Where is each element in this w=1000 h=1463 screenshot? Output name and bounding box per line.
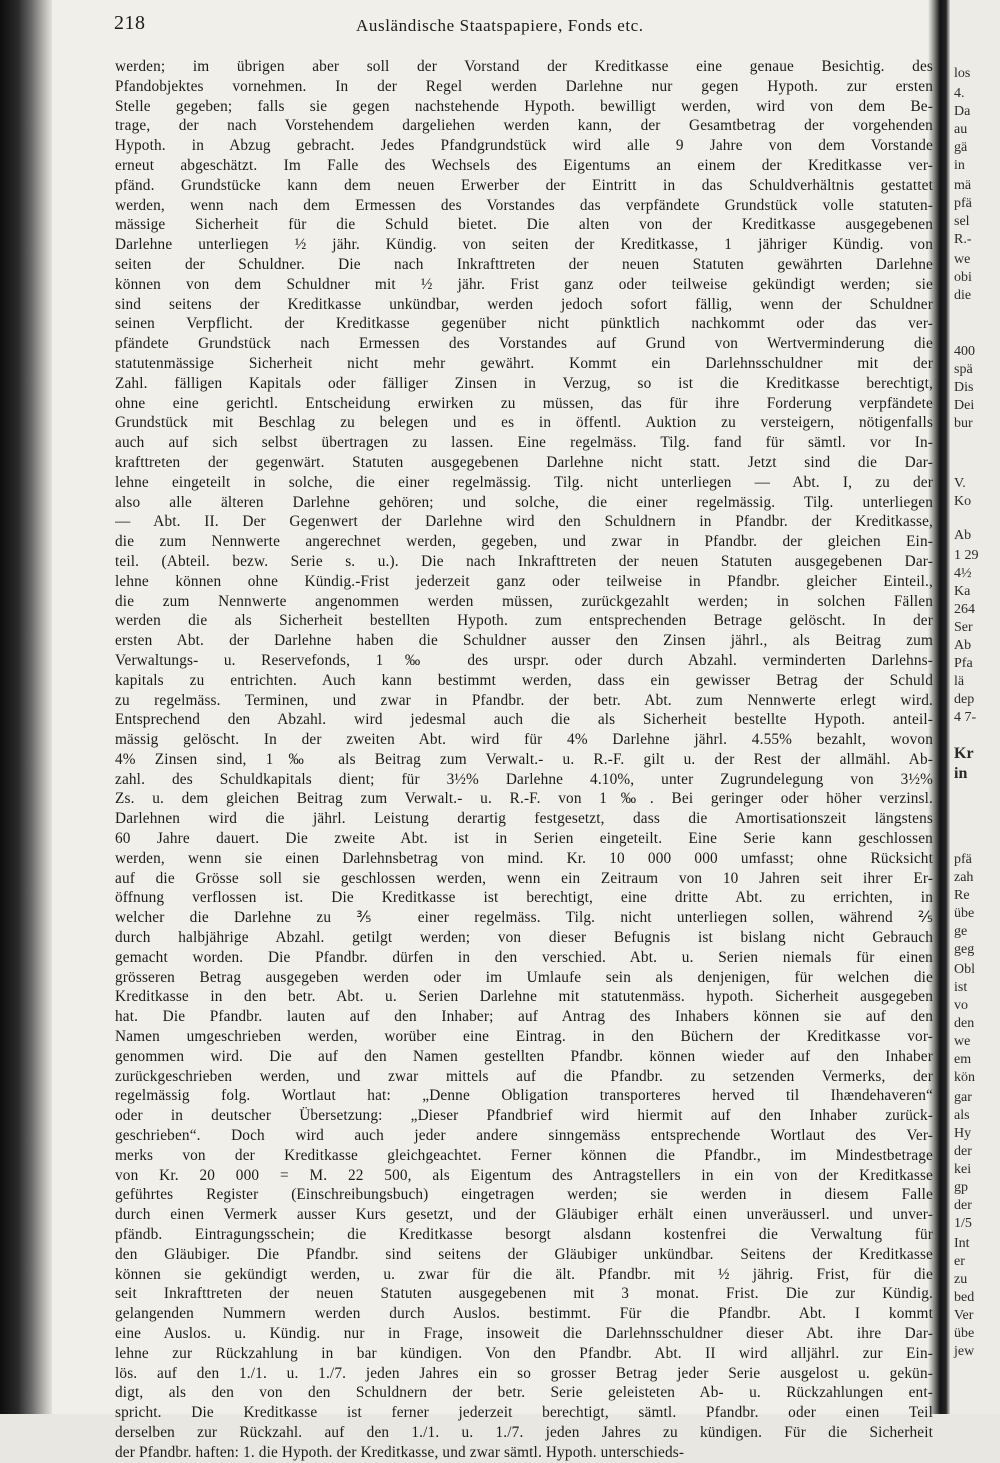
body-text bbox=[115, 57, 933, 1463]
text-line: Pfandobjektes vornehmen. In der Regel werden Darlehne nur gegen Hypoth. zur ersten bbox=[115, 77, 933, 95]
adjacent-page-fragment: Dei bbox=[954, 398, 975, 413]
adjacent-page-fragment: Ab bbox=[954, 528, 972, 543]
text-line: Namen umgeschrieben werden, worüber eine Eintrag. in den Büchern der Kreditkasse vor- bbox=[115, 1028, 933, 1046]
text-line: werden, wenn nach dem Ermessen des Vorstandes das verpfändete Grundstück volle statuten- bbox=[115, 196, 933, 214]
adjacent-page-fragment: Obl bbox=[954, 962, 975, 977]
text-line: den Gläubiger. Die Pfandbr. sind seitens der Gläubiger unkündbar. Seitens der Kreditkasse bbox=[115, 1245, 933, 1263]
adjacent-page-fragment: übe bbox=[954, 1326, 975, 1341]
adjacent-page-fragment: vo bbox=[954, 998, 968, 1013]
text-line: merks von der Kreditkasse gleichgeachtet. Ferner können die Pfandbr., im Mindestbetrage bbox=[115, 1146, 933, 1164]
text-line: Zs. u. dem gleichen Beitrag zum Verwalt.- u. R.-F. von 1‰. Bei geringer oder höher verzinsl. bbox=[115, 790, 933, 808]
text-line: ersten Abt. der Darlehne haben die Schuldner ausser den Zinsen jährl., als Beitrag zum bbox=[115, 632, 933, 650]
text-line: zurückgeschrieben werden, und zwar mittels auf die Pfandbr. zu setzenden Vermerks, der bbox=[115, 1067, 933, 1085]
adjacent-page-edge bbox=[950, 0, 1000, 1414]
adjacent-page-fragment: bed bbox=[954, 1290, 975, 1305]
adjacent-page-fragment: kei bbox=[954, 1162, 972, 1177]
adjacent-page-fragment: Ka bbox=[954, 584, 971, 599]
adjacent-page-fragment: ge bbox=[954, 924, 968, 939]
text-line: Zahl. fälligen Kapitals oder fälliger Zinsen in Verzug, so ist die Kreditkasse berechtigt, bbox=[115, 374, 933, 392]
text-line: pfändete Grundstück nach Ermessen des Vorstandes auf Grund von Wertverminderung die bbox=[115, 335, 933, 353]
text-line: grösseren Betrag ausgegeben werden oder im Umlaufe sein als denjenigen, für welchen die bbox=[115, 968, 933, 986]
text-line: sind seitens der Kreditkasse unkündbar, werden jedoch sofort fällig, wenn der Schuldner bbox=[115, 295, 933, 313]
text-line: können von dem Schuldner mit ½ jähr. Frist ganz oder teilweise gekündigt werden; sie bbox=[115, 275, 933, 293]
adjacent-page-fragment: sel bbox=[954, 214, 970, 229]
adjacent-page-fragment: gar bbox=[954, 1090, 972, 1105]
running-title: Ausländische Staatspapiere, Fonds etc. bbox=[356, 16, 644, 35]
adjacent-page-fragment: mä bbox=[954, 178, 972, 193]
text-line: seit Inkrafttreten der neuen Statuten ausgegebenen mit 3 monat. Frist. Die zur Kündig. bbox=[115, 1285, 933, 1303]
text-line: durch einen Vermerk ausser Kurs gesetzt, und der Gläubiger erhält einen unveräusserl. und unver- bbox=[115, 1206, 933, 1224]
adjacent-page-fragment: Re bbox=[954, 888, 970, 903]
text-line: teil. (Abteil. bezw. Serie s. u.). Die nach Inkrafttreten der neuen Statuten ausgegebenen Dar- bbox=[115, 552, 933, 570]
text-line: Verwaltungs- u. Reservefonds, 1‰ des urspr. oder durch Abzahl. verminderten Darlehns- bbox=[115, 651, 933, 669]
text-line: seinen Verpflicht. der Kreditkasse gegenüber nicht pünktlich nachkommt oder das ver- bbox=[115, 315, 933, 333]
adjacent-page-fragment: zu bbox=[954, 1272, 968, 1287]
adjacent-page-fragment: er bbox=[954, 1254, 965, 1269]
adjacent-page-fragment: kön bbox=[954, 1070, 975, 1085]
text-line: erneut abgeschätzt. Im Falle des Wechsels des Eigentums an einem der Kreditkasse ver- bbox=[115, 156, 933, 174]
text-line: lehne eingeteilt in solche, die einer regelmässig. Tilg. nicht unterliegen — Abt. I, zu der bbox=[115, 473, 933, 491]
text-line: kapitals zu entrichten. Auch kann bestimmt werden, dass ein gewisser Betrag der Schuld bbox=[115, 671, 933, 689]
adjacent-page-fragment: 4½ bbox=[954, 566, 972, 581]
text-line: regelmässig folg. Wortlaut hat: „Denne Obligation transporteres herved til Ihændehaveren“ bbox=[115, 1087, 933, 1105]
adjacent-page-fragment: Ver bbox=[954, 1308, 974, 1323]
text-line: oder in deutscher Übersetzung: „Dieser Pfandbrief wird hiermit auf den Inhaber zurück- bbox=[115, 1107, 933, 1125]
text-line: hat. Die Pfandbr. lauten auf den Inhaber; auf Antrag des Inhabers können sie auf den bbox=[115, 1008, 933, 1026]
text-line: derselben zur Rückzahl. auf den 1./1. u. 1./7. jeden Jahres zu kündigen. Für die Sicherheit bbox=[115, 1423, 933, 1441]
text-line: 60 Jahre dauert. Die zweite Abt. ist in Serien eingeteilt. Eine Serie kann geschlossen bbox=[115, 830, 933, 848]
adjacent-page-fragment: spä bbox=[954, 362, 973, 377]
adjacent-page-fragment: ist bbox=[954, 980, 968, 995]
adjacent-page-fragment: jew bbox=[954, 1344, 975, 1359]
text-line: Kreditkasse in den betr. Abt. u. Serien Darlehne mit statutenmäss. hypoth. Sicherheit ausgegeben bbox=[115, 988, 933, 1006]
text-line: Stelle gegeben; falls sie gegen nachstehende Hypoth. bewilligt werden, wird von dem Be- bbox=[115, 97, 933, 115]
adjacent-page-fragment: als bbox=[954, 1108, 970, 1123]
text-line: öffnung verflossen ist. Die Kreditkasse ist berechtigt, eine dritte Abt. zu errichten, in bbox=[115, 889, 933, 907]
text-line: ohne eine gerichtl. Entscheidung erwirken zu müssen, das für ihre Forderung verpfändete bbox=[115, 394, 933, 412]
text-line: die zum Nennwerte angerechnet werden, gegeben, und zwar in Pfandbr. der gleichen Ein- bbox=[115, 533, 933, 551]
text-line: zu regelmäss. Terminen, und zwar in Pfandbr. der betr. Abt. zum Nennwerte erlegt wird. bbox=[115, 691, 933, 709]
adjacent-page-fragment: em bbox=[954, 1052, 972, 1067]
adjacent-page-fragment: Da bbox=[954, 104, 971, 119]
adjacent-page-fragment: 1 29 bbox=[954, 548, 979, 563]
text-line: gelangenden Nummern werden durch Auslos. bestimmt. Für die Pfandbr. Abt. I kommt bbox=[115, 1305, 933, 1323]
text-line: durch halbjährige Abzahl. getilgt werden; von dieser Befugnis ist bislang nicht Gebrauch bbox=[115, 929, 933, 947]
text-line: eine Auslos. u. Kündig. nur in Frage, insoweit die Darlehnsschuldner dieser Abt. ihre Dar- bbox=[115, 1325, 933, 1342]
text-line: von Kr. 20 000 = M. 22 500, als Eigentum des Antragstellers in ein von der Kreditkasse bbox=[115, 1166, 933, 1184]
text-line: — Abt. II. Der Gegenwert der Darlehne wird den Schuldnern in Pfandbr. der Kreditkasse, bbox=[115, 513, 933, 531]
text-line: trage, der nach Vorstehendem dargeliehen werden kann, der Gesamtbetrag der vorgehenden bbox=[115, 117, 933, 135]
text-line: werden, wenn sie einen Darlehnsbetrag von mind. Kr. 10 000 000 umfasst; ohne Rücksicht bbox=[115, 849, 933, 867]
text-line: Grundstück mit Beschlag zu belegen und es in öffentl. Auktion zu versteigern, nötigenfalls bbox=[115, 414, 933, 432]
adjacent-page-fragment: Int bbox=[954, 1236, 970, 1251]
adjacent-page-fragment: Ko bbox=[954, 494, 972, 509]
adjacent-page-fragment: den bbox=[954, 1016, 975, 1031]
adjacent-page-fragment: V. bbox=[954, 476, 966, 491]
adjacent-page-fragment: lä bbox=[954, 674, 965, 689]
text-line: also alle älteren Darlehne gehören; und solche, die einer regelmässig. Tilg. unterliegen bbox=[115, 493, 933, 511]
page-number: 218 bbox=[114, 12, 146, 34]
text-line: Darlehnen wird die jährl. Leistung derartig festgesetzt, dass die Amortisationszeit längstens bbox=[115, 810, 933, 828]
text-line: pfänd. Grundstücke kann dem neuen Erwerber der Eintritt in das Schuldverhältnis gestattet bbox=[115, 176, 933, 194]
adjacent-page-fragment: in bbox=[954, 765, 968, 782]
adjacent-page-fragment: los bbox=[954, 66, 971, 81]
text-line: zahl. des Schuldkapitals dient; für 3½% Darlehne 4.10%, unter Zugrundelegung von 3½% bbox=[115, 770, 933, 788]
adjacent-page-fragment: pfä bbox=[954, 852, 972, 867]
adjacent-page-fragment: 1/5 bbox=[954, 1216, 972, 1231]
adjacent-page-fragment: pfä bbox=[954, 196, 972, 211]
text-line: auch auf sich selbst übertragen zu lassen. Eine regelmäss. Tilg. fand für sämtl. vor In- bbox=[115, 434, 933, 452]
text-line: digt, als den von den Schuldnern der betr. Serie geleisteten Ab- u. Rückzahlungen ent- bbox=[115, 1384, 933, 1402]
text-line: Darlehne unterliegen ½ jähr. Kündig. von seiten der Kreditkasse, 1 jähriger Kündig. von bbox=[115, 236, 933, 254]
adjacent-page-fragment: zah bbox=[954, 870, 974, 885]
adjacent-page-fragment: R.- bbox=[954, 232, 972, 247]
adjacent-page-fragment: Kr bbox=[954, 745, 974, 762]
adjacent-page-fragment: 4. bbox=[954, 86, 965, 101]
text-line: Hypoth. in Abzug gebracht. Jedes Pfandgrundstück wird alle 9 Jahre von dem Vorstande bbox=[115, 137, 933, 155]
adjacent-page-fragment: we bbox=[954, 252, 971, 267]
text-line: der Pfandbr. haften: 1. die Hypoth. der Kreditkasse, und zwar sämtl. Hypoth. unterschieds- bbox=[115, 1443, 685, 1461]
adjacent-page-fragment: we bbox=[954, 1034, 971, 1049]
text-line: Entsprechend den Abzahl. wird jedesmal auch die als Sicherheit bestellte Hypoth. anteil- bbox=[115, 711, 933, 729]
text-line: die zum Nennwerte angenommen werden müssen, zurückgezahlt werden; in solchen Fällen bbox=[115, 592, 933, 610]
adjacent-page-fragment: Ser bbox=[954, 620, 973, 635]
text-line: lös. auf den 1./1. u. 1./7. jeden Jahres ein so grosser Betrag jeder Serie ausgelost u. gekün- bbox=[115, 1364, 933, 1382]
text-line: genommen wird. Die auf den Namen gestellten Pfandbr. können wieder auf den Inhaber bbox=[115, 1047, 933, 1065]
adjacent-page-fragment: geg bbox=[954, 942, 975, 957]
adjacent-page-fragment: gä bbox=[954, 140, 968, 155]
adjacent-page-fragment: übe bbox=[954, 906, 975, 921]
text-line: geführtes Register (Einschreibungsbuch) eingetragen werden; sie werden in diesem Falle bbox=[115, 1186, 933, 1204]
text-line: pfändb. Eintragungsschein; die Kreditkasse besorgt alsdann kostenfrei die Verwaltung für bbox=[115, 1226, 933, 1244]
adjacent-page-fragment: der bbox=[954, 1198, 972, 1213]
text-line: seiten der Schuldner. Die nach Inkrafttreten der neuen Statuten gewährten Darlehne bbox=[115, 255, 933, 273]
adjacent-page-fragment: au bbox=[954, 122, 968, 137]
adjacent-page-fragment: Pfa bbox=[954, 656, 973, 671]
adjacent-page-fragment: der bbox=[954, 1144, 972, 1159]
text-line: geschrieben“. Doch wird auch jeder andere sinngemäss entsprechende Wortlaut des Ver- bbox=[115, 1127, 933, 1145]
text-line: werden die als Sicherheit bestellten Hypoth. zum entsprechenden Betrage gelöscht. In der bbox=[115, 612, 933, 630]
text-line: werden; im übrigen aber soll der Vorstand der Kreditkasse eine genaue Besichtig. des bbox=[115, 58, 933, 75]
page-header bbox=[66, 10, 926, 40]
text-line: lehne können ohne Kündig.-Frist jederzeit ganz oder teilweise in Pfandbr. gleicher Einteil., bbox=[115, 572, 933, 590]
text-line: mässig gelöscht. In der zweiten Abt. wird für 4% Darlehne jährl. 4.55% bezahlt, wovon bbox=[115, 731, 933, 749]
adjacent-page-fragment: 264 bbox=[954, 602, 975, 617]
text-line: können sie gekündigt werden, u. zwar für die ält. Pfandbr. mit ½ jährig. Frist, für die bbox=[115, 1265, 933, 1283]
text-line: krafttreten der gegenwärt. Statuten ausgegebenen Darlehne nicht statt. Jetzt sind die Dar- bbox=[115, 453, 933, 471]
adjacent-page-fragment: 400 bbox=[954, 344, 975, 359]
text-line: spricht. Die Kreditkasse ist ferner jederzeit berechtigt, sämtl. Pfandbr. oder einen Teil bbox=[115, 1404, 933, 1422]
adjacent-page-fragment: Hy bbox=[954, 1126, 972, 1141]
text-line: welcher die Darlehne zu ⅗ einer regelmäss. Tilg. nicht unterliegen sollen, während ⅖ bbox=[115, 909, 933, 927]
adjacent-page-fragment: Dis bbox=[954, 380, 974, 395]
adjacent-page-fragment: obi bbox=[954, 270, 972, 285]
text-line: auf die Grösse soll sie geschlossen werden, wenn ein Zeitraum von 10 Jahren seit ihrer Er- bbox=[115, 869, 933, 887]
text-line: gemacht worden. Die Pfandbr. dürfen in den verschied. Abt. u. Serien niemals für einen bbox=[115, 948, 933, 966]
adjacent-page-fragment: Ab bbox=[954, 638, 972, 653]
adjacent-page-fragment: die bbox=[954, 288, 972, 303]
adjacent-page-fragment: in bbox=[954, 158, 965, 173]
adjacent-page-fragment: 4 7- bbox=[954, 710, 977, 725]
text-line: statutenmässige Sicherheit nicht mehr gewährt. Kommt ein Darlehnsschuldner mit der bbox=[115, 354, 933, 372]
left-binding-shadow bbox=[0, 0, 52, 1414]
adjacent-page-fragment: gp bbox=[954, 1180, 968, 1195]
adjacent-page-fragment: dep bbox=[954, 692, 975, 707]
adjacent-page-fragment: bur bbox=[954, 416, 973, 431]
text-line: mässige Sicherheit für die Schuld bietet. Die alten von der Kreditkasse ausgegebenen bbox=[115, 216, 933, 234]
text-line: 4% Zinsen sind, 1‰ als Beitrag zum Verwalt.- u. R.-F. gilt u. der Rest der allmähl. Ab- bbox=[115, 750, 933, 768]
text-line: lehne zur Rückzahlung in bar kündigen. Von den Pfandbr. Abt. II wird alljährl. zur Ein- bbox=[115, 1344, 933, 1362]
